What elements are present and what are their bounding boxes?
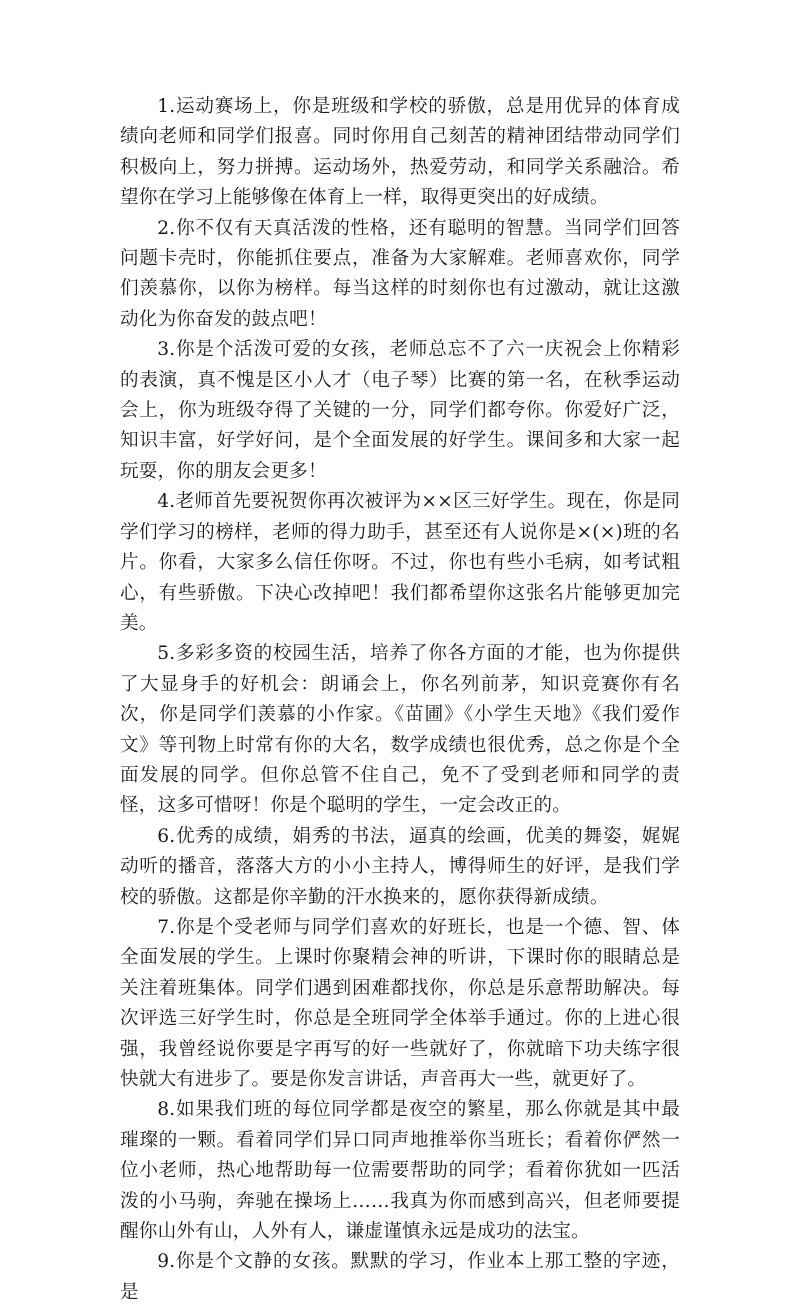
comment-paragraph-9: 9.你是个文静的女孩。默默的学习，作业本上那工整的字迹，是 xyxy=(120,1251,680,1303)
comment-paragraph-1: 1.运动赛场上，你是班级和学校的骄傲，总是用优异的体育成绩向老师和同学们报喜。同时你用自己刻苦的精神团结带动同学们积极向上，努力拼搏。运动场外，热爱劳动，和同学关系融洽。希望你在学习上能够像在体育上一样，取得更突出的好成绩。 xyxy=(120,96,680,209)
comment-paragraph-8: 8.如果我们班的每位同学都是夜空的繁星，那么你就是其中最璀璨的一颗。看着同学们异口同声地推举你当班长；看着你俨然一位小老师，热心地帮助每一位需要帮助的同学；看着你犹如一匹活泼的小马驹，奔驰在操场上……我真为你而感到高兴，但老师要提醒你山外有山，人外有人，谦虚谨慎永远是成功的法宝。 xyxy=(120,1099,680,1243)
comment-paragraph-5: 5.多彩多资的校园生活，培养了你各方面的才能，也为你提供了大显身手的好机会：朗诵会上，你名列前茅，知识竞赛你有名次，你是同学们羡慕的小作家。《苗圃》《小学生天地》《我们爱作文》等刊物上时常有你的大名，数学成绩也很优秀，总之你是个全面发展的同学。但你总管不住自己，免不了受到老师和同学的责怪，这多可惜呀！你是个聪明的学生，一定会改正的。 xyxy=(120,643,680,817)
comment-paragraph-3: 3.你是个活泼可爱的女孩，老师总忘不了六一庆祝会上你精彩的表演，真不愧是区小人才（电子琴）比赛的第一名，在秋季运动会上，你为班级夺得了关键的一分，同学们都夸你。你爱好广泛，知识丰富，好学好问，是个全面发展的好学生。课间多和大家一起玩耍，你的朋友会更多！ xyxy=(120,339,680,482)
document-body xyxy=(120,92,680,1308)
comment-paragraph-7: 7.你是个受老师与同学们喜欢的好班长，也是一个德、智、体全面发展的学生。上课时你聚精会神的听讲，下课时你的眼睛总是关注着班集体。同学们遇到困难都找你，你总是乐意帮助解决。每次评选三好学生时，你总是全班同学全体举手通过。你的上进心很强，我曾经说你要是字再写的好一些就好了，你就暗下功夫练字很快就大有进步了。要是你发言讲话，声音再大一些，就更好了。 xyxy=(120,916,680,1090)
comment-paragraph-2: 2.你不仅有天真活泼的性格，还有聪明的智慧。当同学们回答问题卡壳时，你能抓住要点，准备为大家解难。老师喜欢你，同学们羡慕你，以你为榜样。每当这样的时刻你也有过激动，就让这激动化为你奋发的鼓点吧！ xyxy=(120,217,680,330)
comment-paragraph-4: 4.老师首先要祝贺你再次被评为××区三好学生。现在，你是同学们学习的榜样，老师的得力助手，甚至还有人说你是×(×)班的名片。你看，大家多么信任你呀。不过，你也有些小毛病，如考试粗心，有些骄傲。下决心改掉吧！我们都希望你这张名片能够更加完美。 xyxy=(120,491,680,634)
comment-paragraph-6: 6.优秀的成绩，娟秀的书法，逼真的绘画，优美的舞姿，娓娓动听的播音，落落大方的小小主持人，博得师生的好评，是我们学校的骄傲。这都是你辛勤的汗水换来的，愿你获得新成绩。 xyxy=(120,825,680,908)
